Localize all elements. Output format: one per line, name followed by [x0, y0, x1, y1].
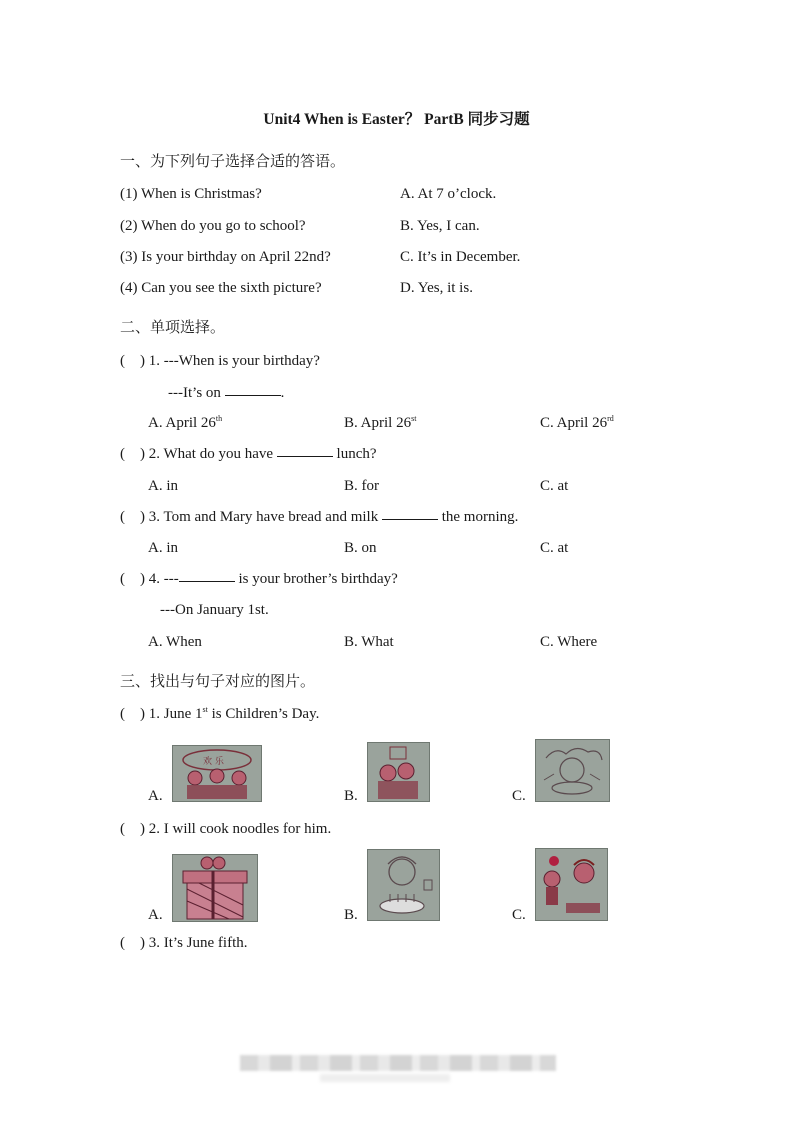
people-cooking-picture[interactable]	[535, 848, 608, 921]
s1-answer-a: A. At 7 o’clock.	[400, 186, 497, 202]
s3-q3-stem: 3. It’s June fifth.	[148, 935, 248, 951]
s2-q2-option-b: B. for	[344, 478, 379, 494]
people-cooking-icon	[536, 849, 607, 920]
birthday-cake-picture[interactable]	[535, 739, 610, 802]
answer-blank[interactable]	[225, 394, 281, 396]
answer-paren[interactable]: ( )	[120, 706, 145, 722]
s2-q3-option-c: C. at	[540, 540, 569, 556]
gift-box-icon	[173, 855, 257, 921]
s3-q2-label-a: A.	[148, 907, 163, 923]
s3-q1-stem: 1. June 1st is Children’s Day.	[148, 705, 320, 722]
section-2-heading: 二、单项选择。	[120, 320, 226, 336]
answer-blank[interactable]	[382, 518, 438, 520]
s2-q4-option-c: C. Where	[540, 634, 598, 650]
s2-q1-option-c: C. April 26rd	[540, 414, 614, 431]
s2-q3-stem-end: the morning.	[441, 509, 519, 525]
answer-paren[interactable]: ( )	[120, 821, 145, 837]
answer-blank[interactable]	[277, 455, 333, 457]
s2-q1-reply	[168, 385, 284, 402]
blurred-footer-watermark-2	[320, 1074, 450, 1082]
s1-answer-d: D. Yes, it is.	[400, 280, 473, 296]
s1-question-1: (1) When is Christmas?	[120, 186, 262, 202]
s3-q1-label-a: A.	[148, 788, 163, 804]
section-1-heading: 一、为下列句子选择合适的答语。	[120, 154, 346, 170]
s1-question-4: (4) Can you see the sixth picture?	[120, 280, 322, 296]
birthday-cake-icon	[536, 740, 609, 801]
s2-q3-stem: 3. Tom and Mary have bread and milk	[148, 509, 379, 525]
svg-text:欢 乐: 欢 乐	[203, 757, 224, 767]
family-icon	[368, 743, 429, 801]
s3-q2-label-b: B.	[344, 907, 358, 923]
s2-q4-option-a: A. When	[148, 634, 202, 650]
children-celebrating-picture[interactable]	[172, 745, 262, 802]
answer-paren[interactable]: ( )	[120, 571, 145, 587]
answer-paren[interactable]: ( )	[120, 935, 145, 951]
s2-q2-stem: 2. What do you have	[148, 446, 274, 462]
blurred-footer-watermark	[240, 1055, 556, 1071]
answer-blank[interactable]	[179, 580, 235, 582]
s2-q4-reply: ---On January 1st.	[160, 602, 269, 618]
children-celebrating-icon	[173, 746, 261, 801]
s3-q3-line	[120, 935, 248, 952]
s2-q1-option-a: A. April 26th	[148, 414, 223, 431]
s1-answer-c: C. It’s in December.	[400, 249, 521, 265]
answer-paren[interactable]: ( )	[120, 509, 145, 525]
s2-q4-stem-end: is your brother’s birthday?	[238, 571, 398, 587]
s1-answer-b: B. Yes, I can.	[400, 218, 480, 234]
s3-q1-label-b: B.	[344, 788, 358, 804]
s3-q1-line	[120, 706, 319, 723]
girl-with-cake-icon	[368, 850, 439, 920]
s3-q2-line	[120, 821, 331, 838]
s2-q3-option-b: B. on	[344, 540, 377, 556]
s2-q1-line	[120, 353, 320, 370]
s2-q4-stem: 4. ---	[148, 571, 179, 587]
s2-q2-stem-end: lunch?	[336, 446, 377, 462]
family-picture[interactable]	[367, 742, 430, 802]
s3-q1-label-c: C.	[512, 788, 526, 804]
s2-q4-line	[120, 571, 398, 588]
s2-q3-line	[120, 509, 518, 526]
s1-question-2: (2) When do you go to school?	[120, 218, 306, 234]
section-3-heading: 三、找出与句子对应的图片。	[120, 674, 316, 690]
s2-q1-stem: 1. ---When is your birthday?	[148, 353, 320, 369]
s1-question-3: (3) Is your birthday on April 22nd?	[120, 249, 331, 265]
s2-q2-option-c: C. at	[540, 478, 569, 494]
s2-q2-line	[120, 446, 377, 463]
s2-q4-option-b: B. What	[344, 634, 394, 650]
answer-paren[interactable]: ( )	[120, 353, 145, 369]
s2-q2-option-a: A. in	[148, 478, 178, 494]
s3-q2-label-c: C.	[512, 907, 526, 923]
s2-q1-reply-end: .	[280, 385, 285, 401]
girl-with-cake-picture[interactable]	[367, 849, 440, 921]
page-title: Unit4 When is Easter？ PartB 同步习题	[263, 111, 530, 128]
gift-box-picture[interactable]	[172, 854, 258, 922]
s2-q1-option-b: B. April 26st	[344, 414, 417, 431]
answer-paren[interactable]: ( )	[120, 446, 145, 462]
s3-q2-stem: 2. I will cook noodles for him.	[148, 821, 332, 837]
s2-q3-option-a: A. in	[148, 540, 178, 556]
s2-q1-reply-text: ---It’s on	[168, 385, 221, 401]
